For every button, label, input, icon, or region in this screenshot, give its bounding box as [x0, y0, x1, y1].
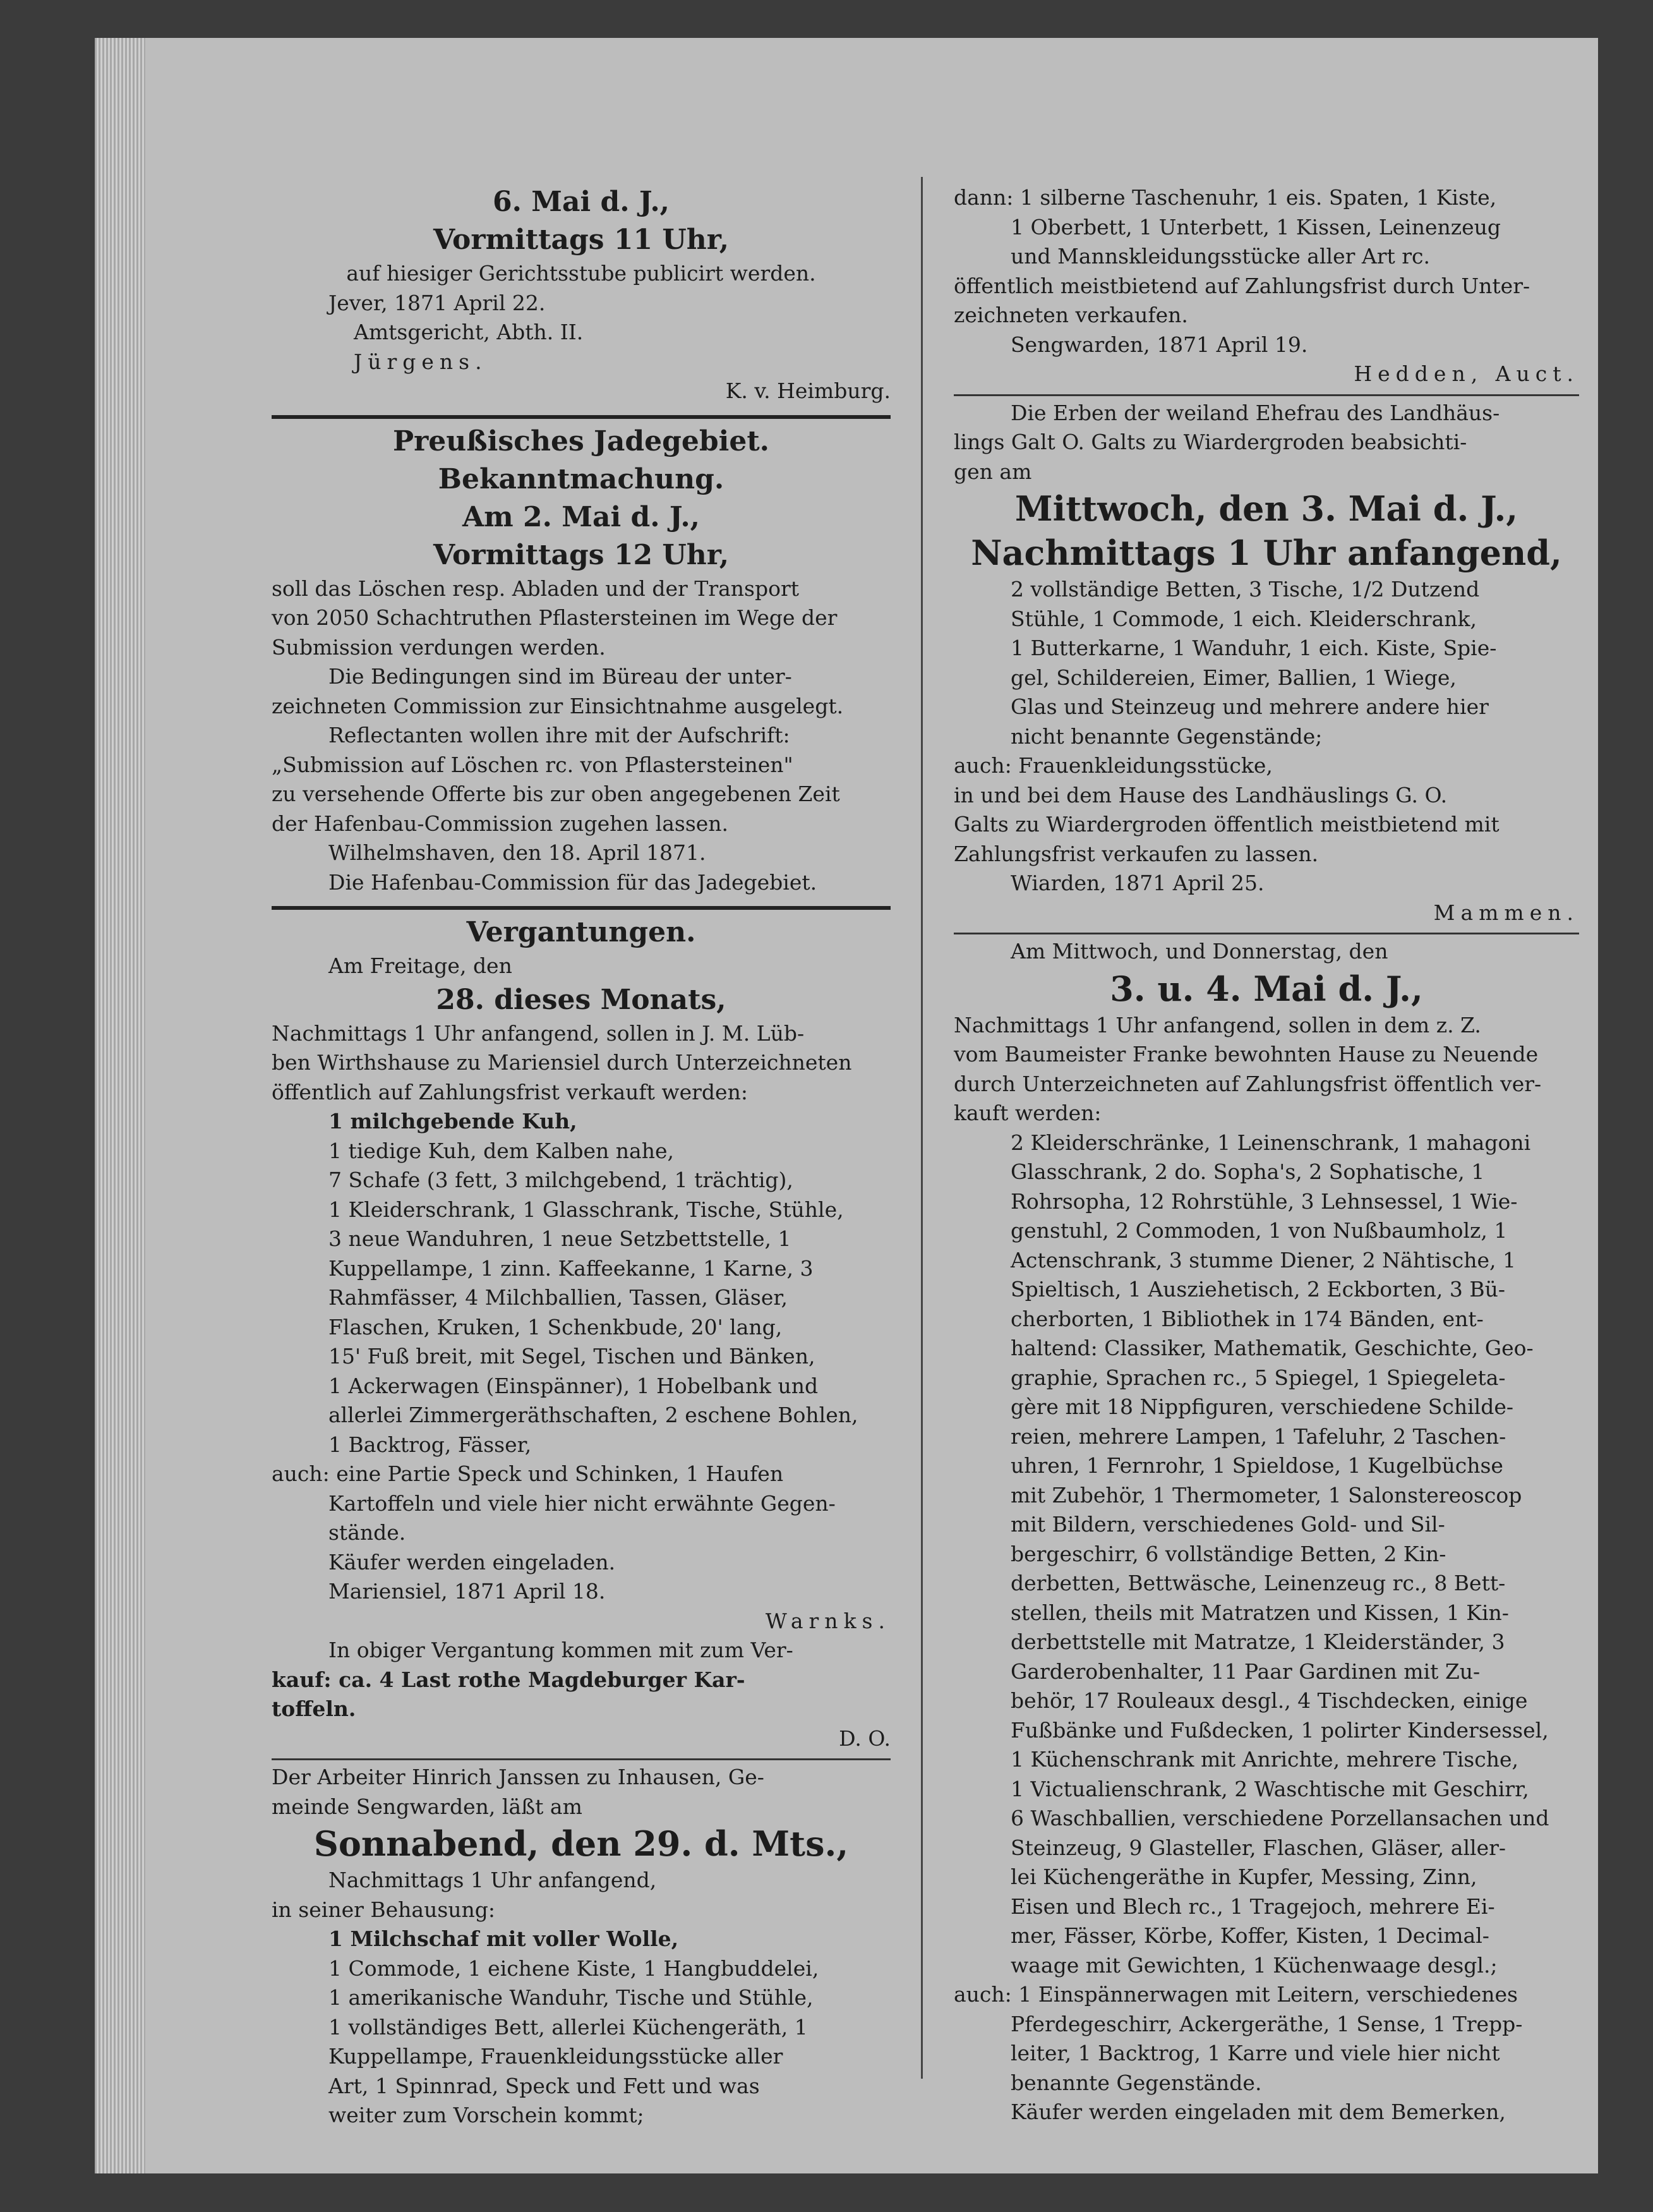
text-line: Käufer werden eingeladen.	[328, 1549, 616, 1574]
text-line: Galts zu Wiardergroden öffentlich meistbietend mit	[954, 812, 1500, 837]
text-line: genstuhl, 2 Commoden, 1 von Nußbaumholz, 1	[1011, 1218, 1508, 1243]
text-line: 1 vollständiges Bett, allerlei Küchengeräth, 1	[328, 2014, 808, 2040]
text-line: stände.	[328, 1520, 406, 1545]
text-line: toffeln.	[272, 1696, 356, 1721]
signature: Warnks.	[765, 1608, 891, 1633]
text-line: gen am	[954, 459, 1032, 484]
column-separator	[921, 177, 923, 2079]
text-line: zu versehende Offerte bis zur oben angegebenen Zeit	[272, 782, 840, 806]
text-line: cherborten, 1 Bibliothek in 174 Bänden, ent-	[1011, 1306, 1484, 1331]
text-line: 1 Ackerwagen (Einspänner), 1 Hobelbank und	[328, 1373, 819, 1398]
text-line: allerlei Zimmergeräthschaften, 2 eschene Bohlen,	[328, 1403, 858, 1427]
text-line: 2 vollständige Betten, 3 Tische, 1/2 Dutzend	[1011, 577, 1480, 601]
text-line: Flaschen, Kruken, 1 Schenkbude, 20' lang,	[328, 1314, 783, 1339]
text-line: auch: Frauenkleidungsstücke,	[954, 753, 1273, 778]
text-line: öffentlich auf Zahlungsfrist verkauft werden:	[272, 1079, 748, 1104]
text-line: 1 milchgebende Kuh,	[328, 1109, 577, 1133]
notice-time: Nachmittags 1 Uhr anfangend,	[971, 533, 1562, 573]
text-line: Wilhelmshaven, den 18. April 1871.	[328, 840, 706, 865]
text-line: derbettstelle mit Matratze, 1 Kleiderständer, 3	[1011, 1629, 1505, 1654]
text-line: 1 Commode, 1 eichene Kiste, 1 Hangbuddelei,	[328, 1955, 819, 1981]
text-line: meinde Sengwarden, läßt am	[272, 1794, 582, 1819]
notice-date: Am 2. Mai d. J.,	[462, 500, 700, 533]
text-line: Nachmittags 1 Uhr anfangend,	[328, 1868, 657, 1892]
signature: Jürgens.	[354, 349, 488, 374]
notice-date: Sonnabend, den 29. d. Mts.,	[313, 1823, 849, 1864]
text-line: 1 Victualienschrank, 2 Waschtische mit Geschirr,	[1011, 1776, 1529, 1801]
text-line: 1 Milchschaf mit voller Wolle,	[328, 1926, 679, 1951]
text-line: weiter zum Vorschein kommt;	[328, 2103, 644, 2127]
text-line: waage mit Gewichten, 1 Küchenwaage desgl.;	[1011, 1952, 1498, 1978]
text-line: Käufer werden eingeladen mit dem Bemerken,	[1011, 2100, 1506, 2124]
text-line: auf hiesiger Gerichtsstube publicirt werden.	[346, 261, 816, 286]
text-line: Actenschrank, 3 stumme Diener, 2 Nähtische, 1	[1011, 1247, 1516, 1272]
text-line: Mariensiel, 1871 April 18.	[328, 1579, 606, 1604]
signature: D. O.	[839, 1725, 891, 1751]
text-line: mer, Fässer, Körbe, Koffer, Kisten, 1 Decimal-	[1011, 1923, 1489, 1948]
text-line: uhren, 1 Fernrohr, 1 Spieldose, 1 Kugelbüchse	[1011, 1453, 1503, 1478]
text-line: auch: 1 Einspännerwagen mit Leitern, verschiedenes	[954, 1982, 1518, 2007]
text-line: gel, Schildereien, Eimer, Ballien, 1 Wiege,	[1011, 665, 1457, 690]
text-line: 1 Oberbett, 1 Unterbett, 1 Kissen, Leinenzeug	[1011, 214, 1501, 239]
notice-date: Mittwoch, den 3. Mai d. J.,	[1014, 488, 1518, 529]
text-line: auch: eine Partie Speck und Schinken, 1 Haufen	[272, 1461, 784, 1486]
text-line: Der Arbeiter Hinrich Janssen zu Inhausen, Ge-	[272, 1765, 764, 1789]
text-line: Submission verdungen werden.	[272, 634, 606, 660]
text-line: haltend: Classiker, Mathematik, Geschichte, Geo-	[1011, 1336, 1534, 1360]
text-line: kauf: ca. 4 Last rothe Magdeburger Kar-	[272, 1667, 745, 1692]
text-line: Rohrsopha, 12 Rohrstühle, 3 Lehnsessel, 1 Wie-	[1011, 1188, 1518, 1214]
section-title: Bekanntmachung.	[438, 462, 724, 495]
text-line: Fußbänke und Fußdecken, 1 polirter Kindersessel,	[1011, 1717, 1549, 1743]
text-line: lei Küchengeräthe in Kupfer, Messing, Zinn,	[1011, 1864, 1477, 1889]
notice-date: 6. Mai d. J.,	[493, 186, 670, 218]
text-line: Glas und Steinzeug und mehrere andere hier	[1011, 694, 1489, 719]
text-line: mit Bildern, verschiedenes Gold- und Sil-	[1011, 1512, 1445, 1537]
text-line: 1 Butterkarne, 1 Wanduhr, 1 eich. Kiste, Spie-	[1011, 636, 1497, 660]
text-line: 15' Fuß breit, mit Segel, Tischen und Bänken,	[328, 1344, 815, 1369]
text-line: 6 Waschballien, verschiedene Porzellansachen und	[1011, 1806, 1549, 1830]
text-line: behör, 17 Rouleaux desgl., 4 Tischdecken, einige	[1011, 1688, 1528, 1713]
text-line: Steinzeug, 9 Glasteller, Flaschen, Gläser, aller-	[1011, 1835, 1506, 1860]
text-line: Spieltisch, 1 Ausziehetisch, 2 Eckborten, 3 Bü-	[1011, 1277, 1506, 1302]
text-line: in seiner Behausung:	[272, 1897, 496, 1922]
rule	[954, 394, 1579, 396]
text-line: 1 Küchenschrank mit Anrichte, mehrere Tische,	[1011, 1747, 1518, 1772]
text-line: Kuppellampe, Frauenkleidungsstücke aller	[328, 2044, 783, 2069]
right-column	[954, 183, 1579, 2127]
text-line: in und bei dem Hause des Landhäuslings G. O.	[954, 782, 1448, 807]
text-line: Eisen und Blech rc., 1 Tragejoch, mehrere Ei-	[1011, 1894, 1495, 1919]
text-line: 1 Kleiderschrank, 1 Glasschrank, Tische, Stühle,	[328, 1197, 844, 1222]
text-line: öffentlich meistbietend auf Zahlungsfrist durch Unter-	[954, 273, 1530, 298]
text-line: derbetten, Bettwäsche, Leinenzeug rc., 8 Bett-	[1011, 1571, 1506, 1595]
text-line: Jever, 1871 April 22.	[328, 290, 546, 315]
rule	[954, 933, 1579, 934]
text-line: 3 neue Wanduhren, 1 neue Setzbettstelle, 1	[328, 1226, 791, 1251]
text-line: „Submission auf Löschen rc. von Pflastersteinen"	[272, 752, 793, 777]
text-line: bergeschirr, 6 vollständige Betten, 2 Kin-	[1011, 1541, 1446, 1566]
text-line: 7 Schafe (3 fett, 3 milchgebend, 1 trächtig),	[328, 1168, 793, 1192]
text-line: gère mit 18 Nippfiguren, verschiedene Schilde-	[1011, 1394, 1514, 1419]
text-line: von 2050 Schachtruthen Pflastersteinen im Wege der	[272, 605, 838, 630]
text-line: durch Unterzeichneten auf Zahlungsfrist öffentlich ver-	[954, 1071, 1542, 1096]
text-line: Sengwarden, 1871 April 19.	[1011, 332, 1308, 357]
signature: Hedden, Auct.	[1354, 361, 1579, 386]
text-line: lings Galt O. Galts zu Wiardergroden beabsichti-	[954, 430, 1467, 454]
text-line: Reflectanten wollen ihre mit der Aufschrift:	[328, 723, 790, 747]
text-line: Am Freitage, den	[328, 953, 512, 978]
text-line: zeichneten Commission zur Einsichtnahme ausgelegt.	[272, 693, 844, 718]
text-line: Am Mittwoch, und Donnerstag, den	[1011, 939, 1388, 964]
text-line: Art, 1 Spinnrad, Speck und Fett und was	[328, 2073, 760, 2098]
text-line: ben Wirthshause zu Mariensiel durch Unterzeichneten	[272, 1050, 852, 1075]
text-line: Nachmittags 1 Uhr anfangend, sollen in dem z. Z.	[954, 1012, 1481, 1037]
text-line: der Hafenbau-Commission zugehen lassen.	[272, 811, 729, 836]
text-line: reien, mehrere Lampen, 1 Tafeluhr, 2 Taschen-	[1011, 1423, 1506, 1449]
section-title: Vergantungen.	[466, 916, 696, 948]
text-line: vom Baumeister Franke bewohnten Hause zu Neuende	[954, 1042, 1539, 1067]
rule	[272, 1758, 891, 1760]
text-line: 1 Backtrog, Fässer,	[328, 1432, 532, 1457]
text-line: In obiger Vergantung kommen mit zum Ver-	[328, 1638, 793, 1662]
rule	[272, 906, 891, 910]
rule	[272, 415, 891, 419]
text-line: graphie, Sprachen rc., 5 Spiegel, 1 Spiegeleta-	[1011, 1365, 1506, 1390]
signature: Mammen.	[1433, 900, 1579, 925]
section-title: Preußisches Jadegebiet.	[393, 425, 769, 457]
text-line: 1 tiedige Kuh, dem Kalben nahe,	[328, 1138, 674, 1163]
text-line: Pferdegeschirr, Ackergeräthe, 1 Sense, 1 Trepp-	[1011, 2011, 1523, 2036]
text-line: 2 Kleiderschränke, 1 Leinenschrank, 1 mahagoni	[1011, 1130, 1531, 1155]
text-line: Garderobenhalter, 11 Paar Gardinen mit Zu-	[1011, 1659, 1481, 1684]
text-line: Amtsgericht, Abth. II.	[354, 320, 584, 344]
text-line: Die Erben der weiland Ehefrau des Landhäus-	[1011, 400, 1500, 425]
page-fore-edge	[95, 38, 145, 2173]
text-line: zeichneten verkaufen.	[954, 303, 1188, 327]
text-line: stellen, theils mit Matratzen und Kissen, 1 Kin-	[1011, 1600, 1509, 1625]
text-line: Nachmittags 1 Uhr anfangend, sollen in J. M. Lüb-	[272, 1020, 805, 1046]
left-column	[272, 183, 891, 2130]
text-line: Rahmfässer, 4 Milchballien, Tassen, Gläser,	[328, 1285, 788, 1310]
text-line: Wiarden, 1871 April 25.	[1011, 871, 1265, 895]
text-line: leiter, 1 Backtrog, 1 Karre und viele hier nicht	[1011, 2041, 1500, 2065]
text-line: benannte Gegenstände.	[1011, 2070, 1262, 2095]
notice-date: 3. u. 4. Mai d. J.,	[1110, 968, 1423, 1009]
signature: K. v. Heimburg.	[725, 378, 891, 403]
text-line: mit Zubehör, 1 Thermometer, 1 Salonstereoscop	[1011, 1482, 1522, 1508]
text-line: und Mannskleidungsstücke aller Art rc.	[1011, 244, 1430, 269]
text-line: soll das Löschen resp. Abladen und der Transport	[272, 576, 799, 601]
text-line: Stühle, 1 Commode, 1 eich. Kleiderschrank,	[1011, 606, 1477, 631]
text-line: 1 amerikanische Wanduhr, Tische und Stühle,	[328, 1985, 814, 2010]
text-line: kauft werden:	[954, 1101, 1102, 1125]
notice-date: 28. dieses Monats,	[436, 983, 726, 1016]
notice-time: Vormittags 12 Uhr,	[433, 538, 730, 571]
notice-time: Vormittags 11 Uhr,	[433, 224, 730, 256]
signature: Die Hafenbau-Commission für das Jadegebiet.	[328, 869, 817, 895]
text-line: dann: 1 silberne Taschenuhr, 1 eis. Spaten, 1 Kiste,	[954, 185, 1497, 210]
text-line: Kartoffeln und viele hier nicht erwähnte Gegen-	[328, 1490, 836, 1516]
text-line: Glasschrank, 2 do. Sopha's, 2 Sophatische, 1	[1011, 1159, 1485, 1184]
text-line: Kuppellampe, 1 zinn. Kaffeekanne, 1 Karne, 3	[328, 1255, 814, 1281]
text-line: Die Bedingungen sind im Büreau der unter-	[328, 664, 792, 689]
text-line: Zahlungsfrist verkaufen zu lassen.	[954, 841, 1319, 866]
text-line: nicht benannte Gegenstände;	[1011, 723, 1323, 749]
